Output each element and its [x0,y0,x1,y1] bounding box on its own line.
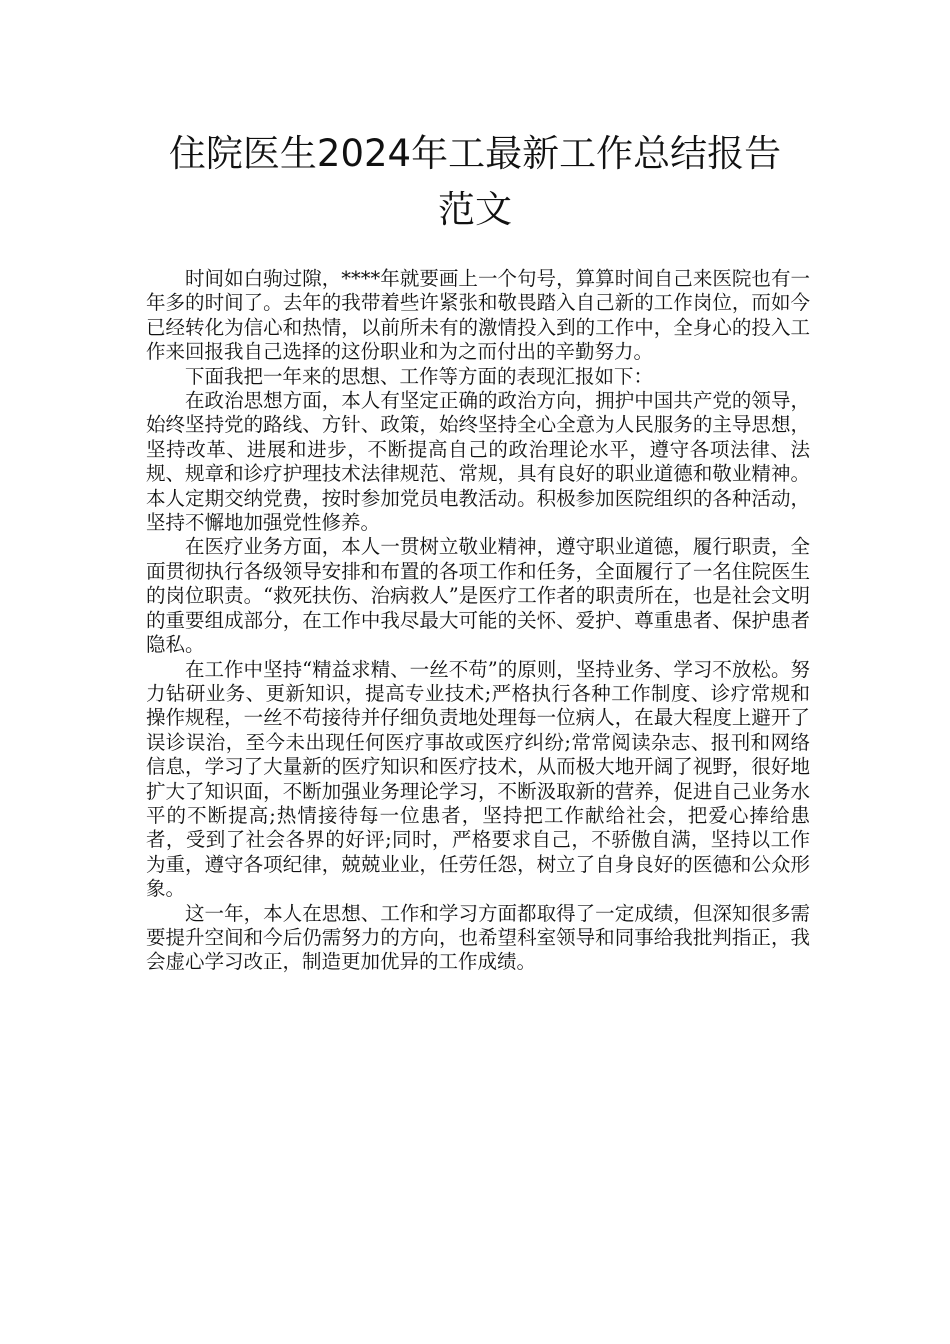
paragraph-political: 在政治思想方面，本人有坚定正确的政治方向，拥护中国共产党的领导，始终坚持党的路线、方针、政策，始终坚持全心全意为人民服务的主导思想，坚持改革、进展和进步，不断提高自己的政治理论水平，遵守各项法律、法规、规章和诊疗护理技术法律规范、常规，具有良好的职业道德和敬业精神。本人定期交纳党费，按时参加党员电教活动。积极参加医院组织的各种活动，坚持不懈地加强党性修养。 [146,389,810,535]
paragraph-work-principles: 在工作中坚持“精益求精、一丝不苟”的原则，坚持业务、学习不放松。努力钻研业务、更新知识，提高专业技术;严格执行各种工作制度、诊疗常规和操作规程，一丝不苟接待并仔细负责地处理每一位病人，在最大程度上避开了误诊误治，至今未出现任何医疗事故或医疗纠纷;常常阅读杂志、报刊和网络信息，学习了大量新的医疗知识和医疗技术，从而极大地开阔了视野，很好地扩大了知识面，不断加强业务理论学习，不断汲取新的营养，促进自己业务水平的不断提高;热情接待每一位患者，坚持把工作献给社会，把爱心捧给患者，受到了社会各界的好评;同时，严格要求自己，不骄傲自满，坚持以工作为重，遵守各项纪律，兢兢业业，任劳任怨，树立了自身良好的医德和公众形象。 [146,657,810,901]
document-body [146,267,810,975]
document-title [140,126,810,238]
paragraph-medical-work: 在医疗业务方面，本人一贯树立敬业精神，遵守职业道德，履行职责，全面贯彻执行各级领导安排和布置的各项工作和任务，全面履行了一名住院医生的岗位职责。“救死扶伤、治病救人”是医疗工作者的职责所在，也是社会文明的重要组成部分，在工作中我尽最大可能的关怀、爱护、尊重患者、保护患者隐私。 [146,535,810,657]
paragraph-report-lead: 下面我把一年来的思想、工作等方面的表现汇报如下： [185,364,654,388]
paragraph-intro: 时间如白驹过隙，****年就要画上一个句号，算算时间自己来医院也有一年多的时间了。去年的我带着些许紧张和敬畏踏入自己新的工作岗位，而如今已经转化为信心和热情，以前所未有的激情投入到的工作中，全身心的投入工作来回报我自己选择的这份职业和为之而付出的辛勤努力。 [146,267,810,364]
title-line-1: 住院医生2024年工最新工作总结报告 [168,132,782,175]
paragraph-conclusion: 这一年，本人在思想、工作和学习方面都取得了一定成绩，但深知很多需要提升空间和今后仍需努力的方向，也希望科室领导和同事给我批判指正，我会虚心学习改正，制造更加优异的工作成绩。 [146,901,810,974]
title-line-2: 范文 [438,188,512,231]
